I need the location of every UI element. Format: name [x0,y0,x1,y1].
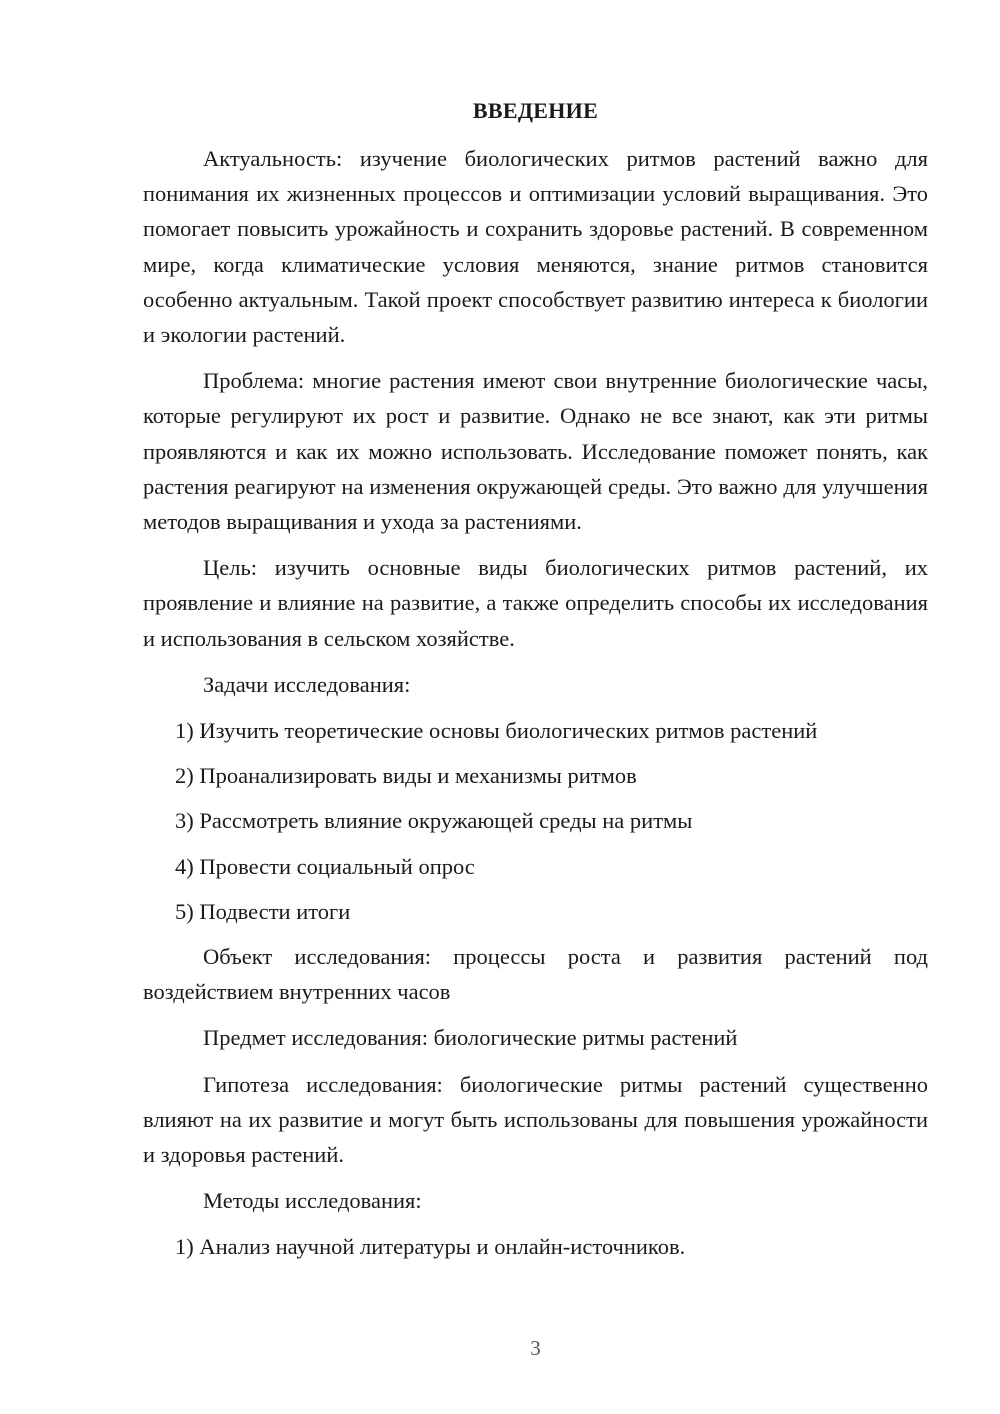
relevance-paragraph: Актуальность: изучение биологических ритмов растений важно для понимания их жизненных процессов и оптимизации условий выращивания. Это помогает повысить урожайность и сохранить здоровье растений. В современном мире, когда климатические условия меняются, знание ритмов становится особенно актуальным. Такой проект способствует развитию интереса к биологии и экологии растений. [143,146,928,348]
document-body [143,141,928,1275]
task-item-5: 5) Подвести итоги [175,898,351,924]
page-title: ВВЕДЕНИЕ [472,98,599,123]
task-item-4: 4) Провести социальный опрос [175,853,475,879]
goal-paragraph: Цель: изучить основные виды биологических ритмов растений, их проявление и влияние на развитие, а также определить способы их исследования и использования в сельском хозяйстве. [143,555,928,651]
problem-paragraph: Проблема: многие растения имеют свои внутренние биологические часы, которые регулируют их рост и развитие. Однако не все знают, как эти ритмы проявляются и как их можно использовать. Исследование поможет понять, как растения реагируют на изменения окружающей среды. Это важно для улучшения методов выращивания и ухода за растениями. [143,368,928,535]
tasks-heading: Задачи исследования: [203,671,411,697]
task-item-1: 1) Изучить теоретические основы биологических ритмов растений [175,718,818,744]
document-page [143,0,928,1414]
page-number: 3 [530,1336,541,1360]
object-paragraph: Объект исследования: процессы роста и развития растений под воздействием внутренних часов [143,944,928,1005]
methods-heading: Методы исследования: [203,1188,422,1214]
method-item-1: 1) Анализ научной литературы и онлайн-источников. [175,1234,686,1260]
task-item-2: 2) Проанализировать виды и механизмы ритмов [175,763,637,789]
hypothesis-paragraph: Гипотеза исследования: биологические ритмы растений существенно влияют на их развитие и могут быть использованы для повышения урожайности и здоровья растений. [143,1071,928,1168]
task-item-3: 3) Рассмотреть влияние окружающей среды на ритмы [175,808,693,834]
subject-paragraph: Предмет исследования: биологические ритмы растений [203,1025,738,1051]
